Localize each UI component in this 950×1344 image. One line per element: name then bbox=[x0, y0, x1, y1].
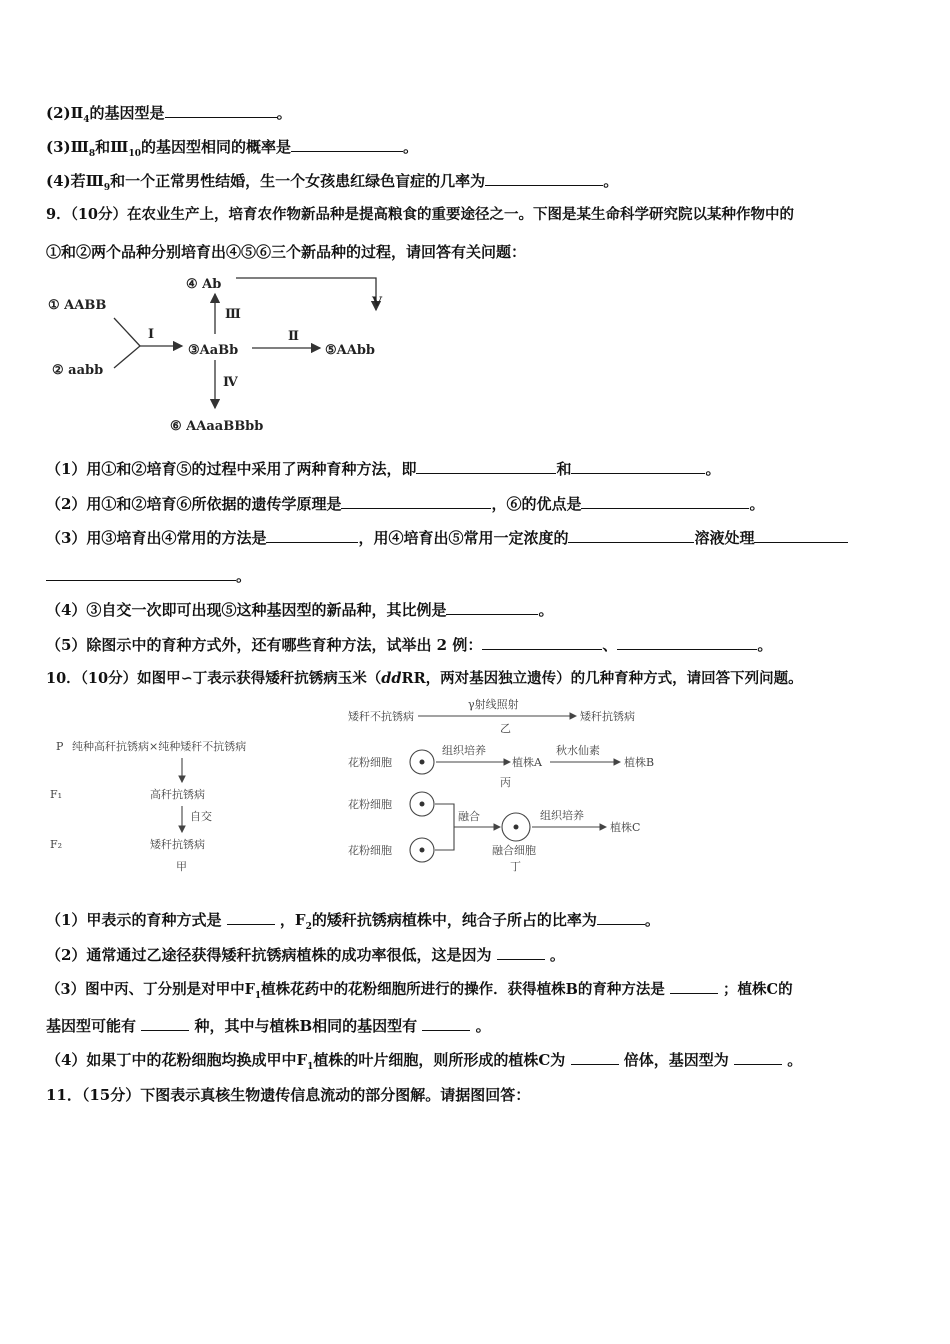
q8-part4: (4)若$Ⅲ_9$和一个正常男性结婚，生一个女孩患红绿色盲症的几率为 。 bbox=[46, 172, 619, 193]
q9-question-3: （3）用③培育出④常用的方法是 ，用④培育出⑤常用一定浓度的 溶液处理 bbox=[46, 528, 848, 548]
q10-question-3: （3）图中丙、丁分别是对甲中$F_1$植株花药中的花粉细胞所进行的操作．获得植株B的育种方法是 ；植株C的 bbox=[46, 981, 793, 1001]
node-1: ① AABB bbox=[48, 298, 107, 313]
q10-question-4: （4）如果丁中的花粉细胞均换成甲中$F_1$植株的叶片细胞，则所形成的植株C为 倍体，基因型为 。 bbox=[46, 1051, 803, 1072]
generation-f2: F₂ bbox=[50, 838, 63, 851]
q9-header-line1: 9．（10分）在农业生产上，培育农作物新品种是提高粮食的重要途径之一。下图是某生命科学研究院以某种作物中的 bbox=[46, 206, 795, 223]
node-4: ④ Ab bbox=[186, 277, 222, 292]
fused-cell-label: 融合细胞 bbox=[492, 844, 536, 857]
f1-phenotype: 高秆抗锈病 bbox=[150, 788, 205, 801]
answer-blank[interactable] bbox=[341, 494, 491, 509]
q8-part3: $(3)Ⅲ_8$和$Ⅲ_{10}$的基因型相同的概率是 。 bbox=[46, 138, 419, 159]
q9-question-5: （5）除图示中的育种方式外，还有哪些育种方法，试举出 2 例： 、 。 bbox=[46, 636, 773, 654]
answer-blank[interactable] bbox=[617, 635, 757, 650]
yi-start: 矮秆不抗锈病 bbox=[348, 710, 414, 723]
step-1: Ⅰ bbox=[148, 327, 155, 342]
answer-blank[interactable] bbox=[670, 979, 718, 994]
plant-a: 植株A bbox=[512, 756, 542, 769]
step-3: Ⅲ bbox=[225, 307, 241, 322]
answer-blank[interactable] bbox=[485, 171, 603, 186]
q11-header: 11．（15分）下图表示真核生物遗传信息流动的部分图解。请据图回答： bbox=[46, 1086, 531, 1104]
answer-blank[interactable] bbox=[581, 494, 749, 509]
culture-label: 组织培养 bbox=[540, 809, 584, 822]
selfing-label: 自交 bbox=[190, 810, 212, 823]
answer-blank[interactable] bbox=[165, 103, 277, 118]
parents-cross: 纯种高秆抗锈病×纯种矮秆不抗锈病 bbox=[72, 740, 247, 753]
answer-blank[interactable] bbox=[416, 459, 556, 474]
culture-label: 组织培养 bbox=[442, 744, 486, 757]
node-6: ⑥ AAaaBBbb bbox=[170, 419, 264, 434]
pollen-cell-label: 花粉细胞 bbox=[348, 756, 392, 769]
label-yi: 乙 bbox=[500, 722, 511, 735]
answer-blank[interactable] bbox=[422, 1016, 470, 1031]
generation-p: P bbox=[56, 740, 64, 753]
label-bing: 丙 bbox=[500, 776, 511, 789]
answer-blank[interactable] bbox=[141, 1016, 189, 1031]
fusion-label: 融合 bbox=[458, 810, 480, 823]
node-2: ② aabb bbox=[52, 363, 104, 378]
pollen-cell-label: 花粉细胞 bbox=[348, 798, 392, 811]
answer-blank[interactable] bbox=[571, 459, 705, 474]
q8-part2: $(2)Ⅱ_4$的基因型是 。 bbox=[46, 104, 292, 125]
answer-blank[interactable] bbox=[482, 635, 602, 650]
step-5: Ⅴ bbox=[372, 295, 383, 310]
answer-blank[interactable] bbox=[597, 910, 645, 925]
label-jia: 甲 bbox=[176, 860, 187, 873]
yi-result: 矮秆抗锈病 bbox=[580, 710, 635, 723]
answer-blank[interactable] bbox=[497, 945, 545, 960]
answer-blank[interactable] bbox=[266, 528, 358, 543]
node-3: ③AaBb bbox=[188, 343, 239, 358]
answer-blank[interactable] bbox=[754, 528, 848, 543]
q9-question-4: （4）③自交一次即可出现⑤这种基因型的新品种，其比例是 。 bbox=[46, 601, 554, 619]
node-5: ⑤AAbb bbox=[325, 343, 376, 358]
step-2: Ⅱ bbox=[288, 329, 299, 344]
q9-question-1: （1）用①和②培育⑤的过程中采用了两种育种方法，即 和 。 bbox=[46, 460, 721, 478]
gamma-ray-label: γ射线照射 bbox=[468, 698, 519, 711]
q9-breeding-diagram bbox=[40, 268, 400, 438]
q10-question-3-cont: 基因型可能有 种，其中与植株B相同的基因型有 。 bbox=[46, 1017, 491, 1035]
q9-question-2: （2）用①和②培育⑥所依据的遗传学原理是 ，⑥的优点是 。 bbox=[46, 495, 765, 513]
answer-blank[interactable] bbox=[568, 528, 694, 543]
q10-breeding-diagram bbox=[40, 694, 680, 884]
step-4: Ⅳ bbox=[223, 375, 238, 390]
q10-question-2: （2）通常通过乙途径获得矮秆抗锈病植株的成功率很低，这是因为 。 bbox=[46, 946, 565, 964]
pollen-cell-label: 花粉细胞 bbox=[348, 844, 392, 857]
answer-blank[interactable] bbox=[446, 600, 538, 615]
q10-question-1: （1）甲表示的育种方式是 ，$F_2$的矮秆抗锈病植株中，纯合子所占的比率为 。 bbox=[46, 911, 660, 932]
q9-question-3-cont: 。 bbox=[46, 566, 251, 586]
plant-c: 植株C bbox=[610, 821, 641, 834]
q9-header-line2: ①和②两个品种分别培育出④⑤⑥三个新品种的过程，请回答有关问题： bbox=[46, 243, 527, 261]
generation-f1: F₁ bbox=[50, 788, 63, 801]
colchicine-label: 秋水仙素 bbox=[556, 744, 600, 757]
answer-blank[interactable] bbox=[227, 910, 275, 925]
answer-blank[interactable] bbox=[734, 1050, 782, 1065]
answer-blank[interactable] bbox=[571, 1050, 619, 1065]
f2-phenotype: 矮秆抗锈病 bbox=[150, 838, 205, 851]
answer-blank[interactable] bbox=[46, 566, 236, 581]
plant-b: 植株B bbox=[624, 756, 655, 769]
q10-header: 10．（10分）如图甲∽丁表示获得矮秆抗锈病玉米（ddRR，两对基因独立遗传）的几种育种方式，请回答下列问题。 bbox=[46, 670, 803, 687]
answer-blank[interactable] bbox=[291, 137, 403, 152]
label-ding: 丁 bbox=[510, 860, 521, 873]
